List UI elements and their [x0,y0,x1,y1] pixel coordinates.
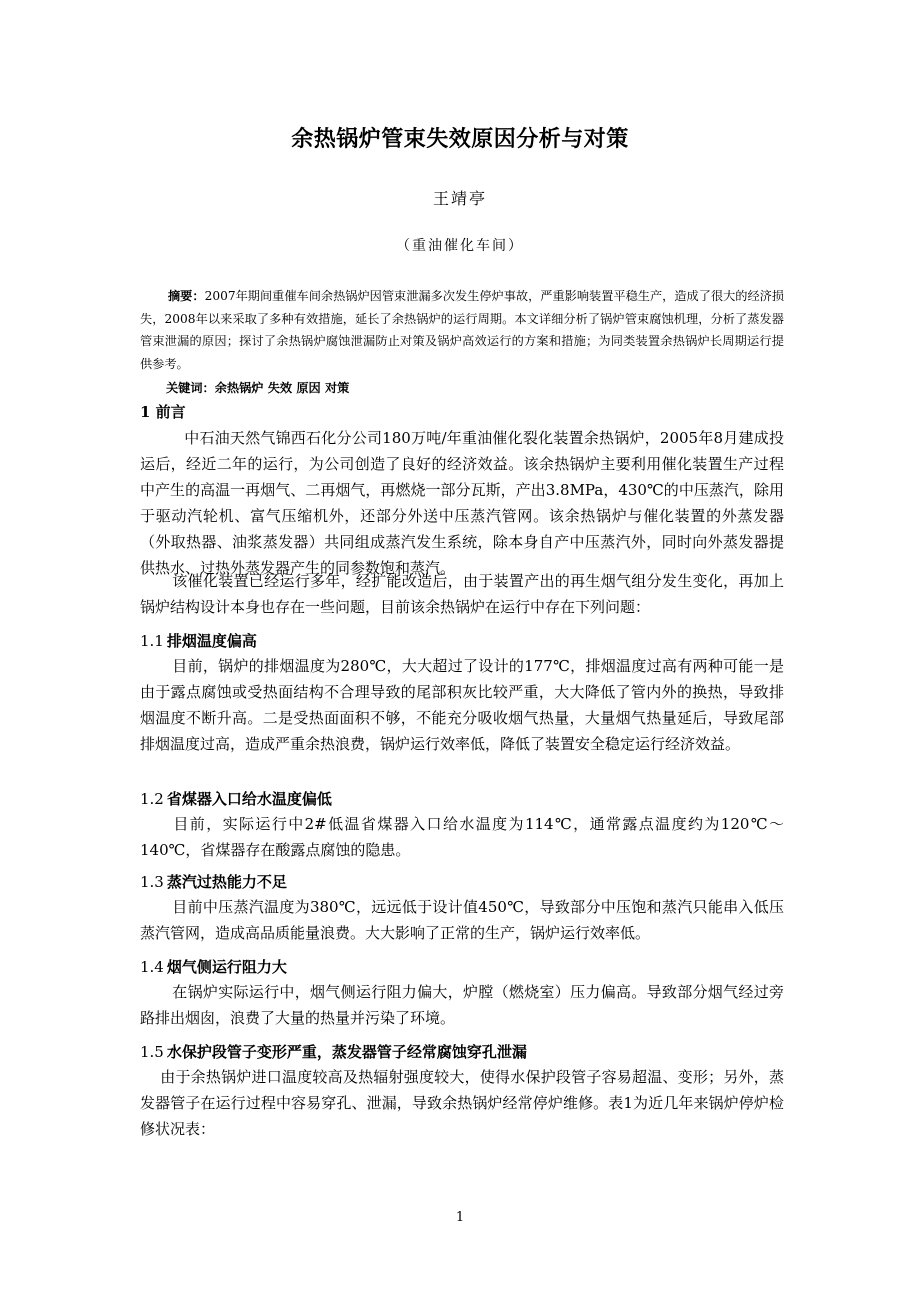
section-1-4-paragraph [140,979,784,1031]
section-1-5-title: 水保护段管子变形严重，蒸发器管子经常腐蚀穿孔泄漏 [166,1043,527,1061]
section-1-2-title: 省煤器入口给水温度偏低 [166,790,332,808]
abstract-text: 2007年期间重催车间余热锅炉因管束泄漏多次发生停炉事故，严重影响装置平稳生产，造成了很大的经济损失，2008年以来采取了多种有效措施，延长了余热锅炉的运行周期。本文详细分析了锅炉管束腐蚀机理，分析了蒸发器管束泄漏的原因；探讨了余热锅炉腐蚀泄漏防止对策及锅炉高效运行的方案和措施；为同类装置余热锅炉长周期运行提供参考。 [140,289,785,371]
section-1-5-paragraph [140,1064,784,1142]
section-1-paragraph-2 [140,568,784,620]
abstract [140,285,784,375]
section-1-4-heading [140,956,287,978]
section-1-2-text: 目前，实际运行中2#低温省煤器入口给水温度为114℃，通常露点温度约为120℃～140℃，省煤器存在酸露点腐蚀的隐患。 [140,815,784,859]
section-1-paragraph-1 [140,425,784,581]
section-1-paragraph-2-text: 该催化装置已经运行多年，经扩能改造后，由于装置产出的再生烟气组分发生变化，再加上锅炉结构设计本身也存在一些问题，目前该余热锅炉在运行中存在下列问题： [140,572,784,616]
section-1-5-text: 由于余热锅炉进口温度较高及热辐射强度较大，使得水保护段管子容易超温、变形；另外，蒸发器管子在运行过程中容易穿孔、泄漏，导致余热锅炉经常停炉维修。表1为近几年来锅炉停炉检修状况表： [140,1068,784,1138]
section-1-3-paragraph [140,894,784,946]
section-1-5-number: 1.5 [140,1043,164,1061]
abstract-label: 摘要： [168,289,205,303]
section-1-2-paragraph [140,811,784,863]
section-1-4-text: 在锅炉实际运行中，烟气侧运行阻力偏大，炉膛（燃烧室）压力偏高。导致部分烟气经过旁路排出烟囱，浪费了大量的热量并污染了环境。 [140,983,784,1027]
keywords: 关键词：余热锅炉 失效 原因 对策 [166,381,350,395]
section-1-1-text: 目前，锅炉的排烟温度为280℃，大大超过了设计的177℃，排烟温度过高有两种可能一是由于露点腐蚀或受热面结构不合理导致的尾部积灰比较严重，大大降低了管内外的换热，导致排烟温度不断升高。二是受热面面积不够，不能充分吸收烟气热量，大量烟气热量延后，导致尾部排烟温度过高，造成严重余热浪费，锅炉运行效率低，降低了装置安全稳定运行经济效益。 [140,657,784,753]
section-1-4-number: 1.4 [140,958,164,976]
section-1-2-number: 1.2 [140,790,164,808]
section-1-1-heading [140,630,257,652]
author-name: 王靖亭 [432,189,487,208]
section-1-2-heading [140,788,332,810]
section-1-3-heading [140,871,287,893]
page-number: 1 [455,1210,465,1225]
section-1-paragraph-1-text: 中石油天然气锦西石化分公司180万吨/年重油催化裂化装置余热锅炉，2005年8月建成投运后，经近二年的运行，为公司创造了良好的经济效益。该余热锅炉主要利用催化装置生产过程中产生的高温一再烟气、二再烟气，再燃烧一部分瓦斯，产出3.8MPa，430℃的中压蒸汽，除用于驱动汽轮机、富气压缩机外，还部分外送中压蒸汽管网。该余热锅炉与催化装置的外蒸发器（外取热器、油浆蒸发器）共同组成蒸汽发生系统，除本身自产中压蒸汽外，同时向外蒸发器提供热水、过热外蒸发器产生的同参数饱和蒸汽。 [140,429,784,577]
section-1-1-title: 排烟温度偏高 [166,632,257,650]
section-1-5-heading [140,1041,527,1063]
document-title: 余热锅炉管束失效原因分析与对策 [291,127,629,152]
section-1-1-number: 1.1 [140,632,164,650]
section-1-3-title: 蒸汽过热能力不足 [166,873,287,891]
section-1-heading: 1 前言 [140,403,186,421]
section-1-1-paragraph [140,653,784,757]
section-1-4-title: 烟气侧运行阻力大 [166,958,287,976]
author-affiliation: （重油催化车间） [396,238,524,254]
section-1-3-text: 目前中压蒸汽温度为380℃，远远低于设计值450℃，导致部分中压饱和蒸汽只能串入低压蒸汽管网，造成高品质能量浪费。大大影响了正常的生产，锅炉运行效率低。 [140,898,784,942]
section-1-3-number: 1.3 [140,873,164,891]
